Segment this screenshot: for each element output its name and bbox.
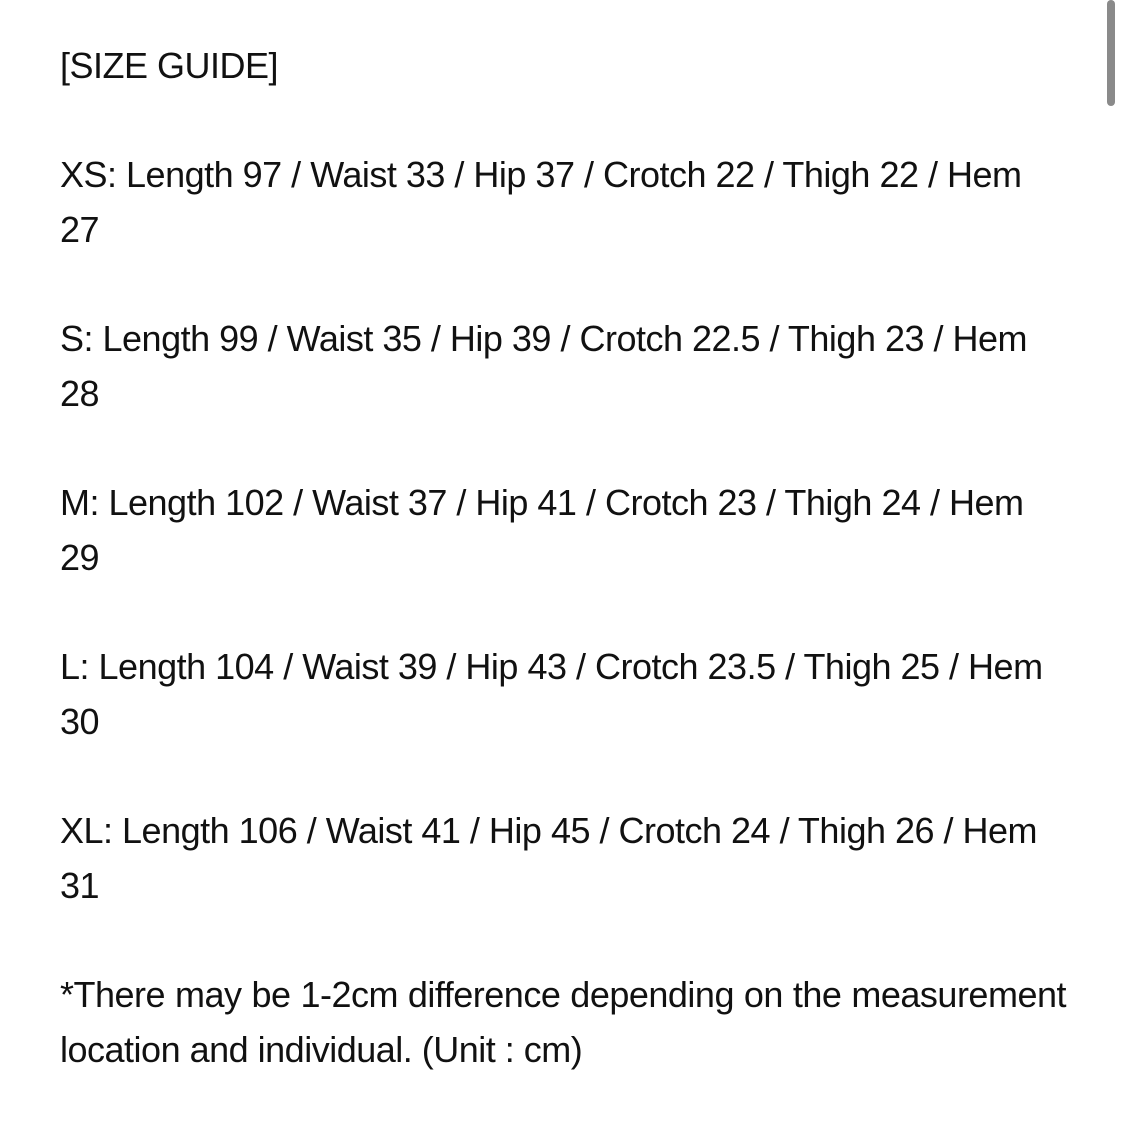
size-guide-content [60, 38, 1066, 1077]
size-entry-xs: XS: Length 97 / Waist 33 / Hip 37 / Crotch 22 / Thigh 22 / Hem 27 [60, 154, 1022, 250]
size-entry-l: L: Length 104 / Waist 39 / Hip 43 / Crotch 23.5 / Thigh 25 / Hem 30 [60, 646, 1043, 742]
size-entry-s: S: Length 99 / Waist 35 / Hip 39 / Crotch 22.5 / Thigh 23 / Hem 28 [60, 318, 1028, 414]
measurement-note: *There may be 1-2cm difference depending on the measurement location and individual. (Unit : cm) [60, 974, 1066, 1070]
scrollbar-thumb[interactable] [1107, 0, 1115, 106]
size-entry-m: M: Length 102 / Waist 37 / Hip 41 / Crotch 23 / Thigh 24 / Hem 29 [60, 482, 1024, 578]
size-guide-title: [SIZE GUIDE] [60, 45, 279, 86]
size-entry-xl: XL: Length 106 / Waist 41 / Hip 45 / Crotch 24 / Thigh 26 / Hem 31 [60, 810, 1038, 906]
